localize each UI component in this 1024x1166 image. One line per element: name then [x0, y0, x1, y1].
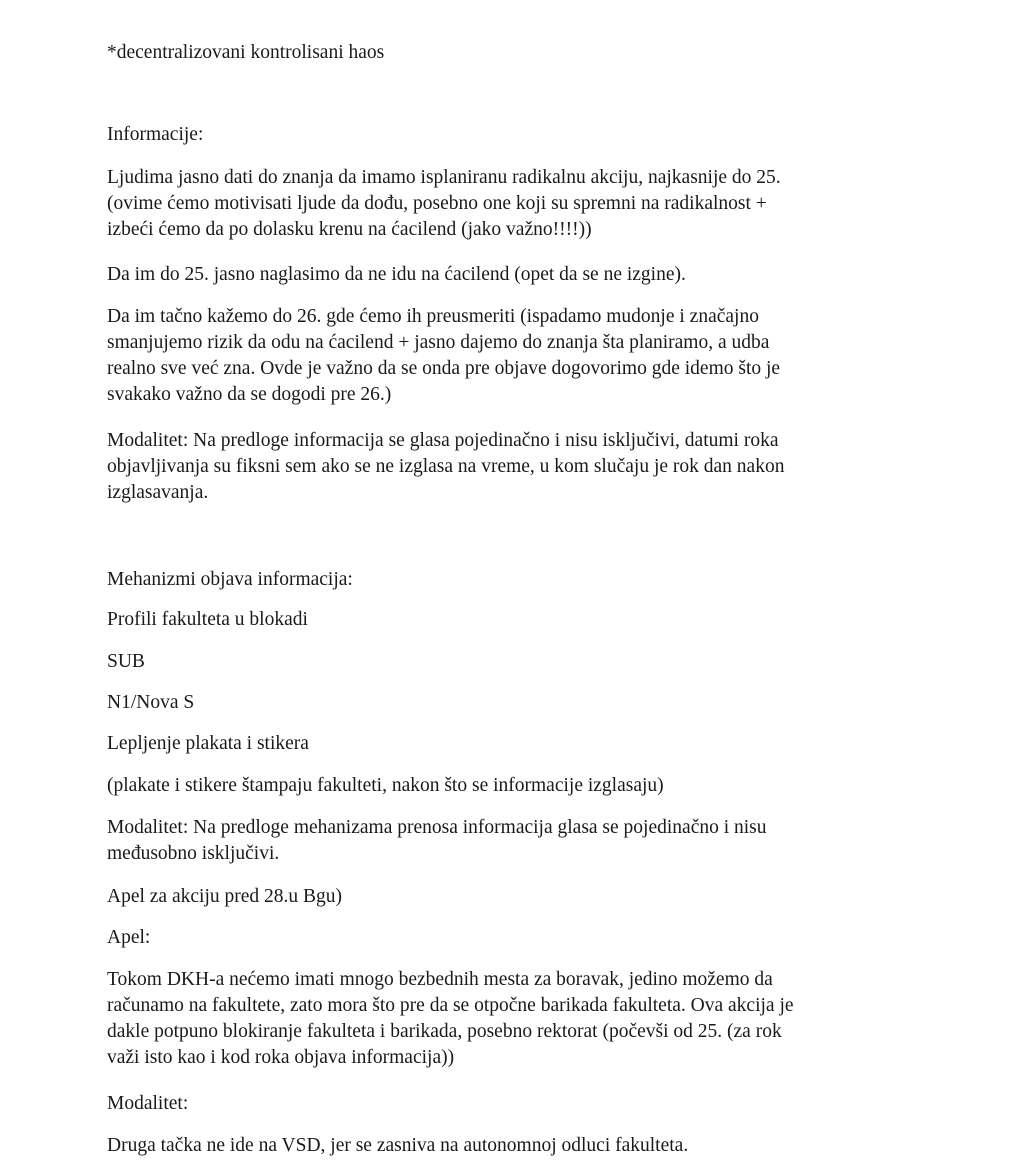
mechanism-item: SUB — [107, 651, 145, 672]
mechanism-item: N1/Nova S — [107, 692, 195, 713]
info-paragraph-1: Ljudima jasno dati do znanja da imamo isplaniranu radikalnu akciju, najkasnije do 25. (ovime ćemo motivisati ljude da dođu, posebno one koji su spremni na radikalnost + izbeći ćemo da po dolasku krenu na ćacilend (jako važno!!!!)) — [107, 167, 781, 240]
mechanisms-modality: Modalitet: Na predloge mehanizama prenosa informacija glasa se pojedinačno i nisu međusobno isključivi. — [107, 817, 767, 864]
mechanism-item: Lepljenje plakata i stikera — [107, 733, 309, 754]
appeal-title: Apel za akciju pred 28.u Bgu) — [107, 886, 343, 907]
mechanisms-heading: Mehanizmi objava informacija: — [107, 569, 353, 590]
appeal-heading: Apel: — [107, 927, 151, 948]
info-paragraph-2: Da im do 25. jasno naglasimo da ne idu na ćacilend (opet da se ne izgine). — [107, 264, 686, 285]
appeal-modality-label: Modalitet: — [107, 1093, 189, 1114]
info-modality: Modalitet: Na predloge informacija se glasa pojedinačno i nisu isključivi, datumi roka objavljivanja su fiksni sem ako se ne izglasa na vreme, u kom slučaju je rok dan nakon izglasavanja. — [107, 430, 785, 503]
info-paragraph-3: Da im tačno kažemo do 26. gde ćemo ih preusmeriti (ispadamo mudonje i značajno smanjujemo rizik da odu na ćacilend + jasno dajemo do znanja šta planiramo, a udba realno sve već zna. Ovde je važno da se onda pre objave dogovorimo gde idemo što je svakako važno da se dogodi pre 26.) — [107, 306, 781, 405]
mechanisms-note: (plakate i stikere štampaju fakulteti, nakon što se informacije izglasaju) — [107, 775, 664, 796]
header-note: *decentralizovani kontrolisani haos — [107, 42, 385, 63]
appeal-body: Tokom DKH-a nećemo imati mnogo bezbednih mesta za boravak, jedino možemo da računamo na fakultete, zato mora što pre da se otpočne barikada fakulteta. Ova akcija je dakle potpuno blokiranje fakulteta i barikada, posebno rektorat (počevši od 25. (za rok važi isto kao i kod roka objava informacija)) — [107, 969, 794, 1068]
mechanism-item: Profili fakulteta u blokadi — [107, 609, 308, 630]
info-heading: Informacije: — [107, 124, 204, 145]
appeal-last-paragraph: Druga tačka ne ide na VSD, jer se zasniva na autonomnoj odluci fakulteta. — [107, 1135, 689, 1156]
